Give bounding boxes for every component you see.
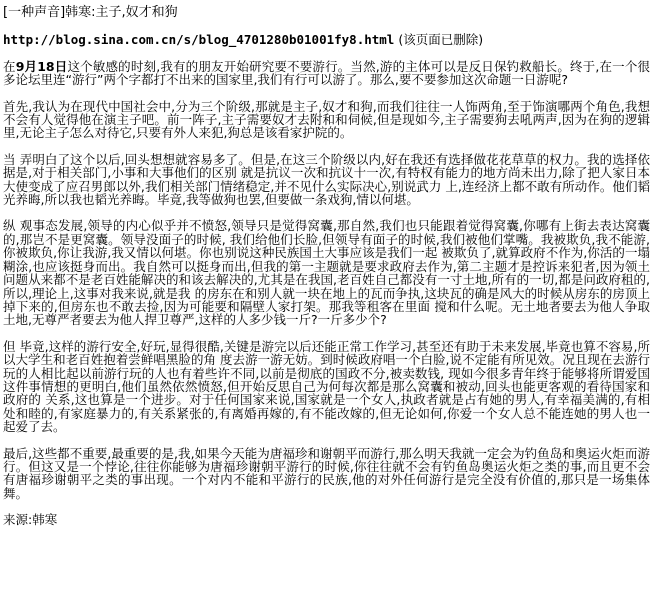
source-line: 来源:韩寒: [3, 512, 58, 528]
article-url-line: [3, 33, 650, 46]
body-paragraph-1: [3, 60, 650, 87]
body-paragraph-2: 首先,我认为在现代中国社会中,分为三个阶级,那就是主子,奴才和狗,而我们往往一人饰两角,至于饰演哪两个角色,我想不会有人觉得他在演主子吧。前一阵子,主子需要奴才去附和和伺候,但是现如今,主子需要狗去吼两声,因为在狗的逻辑里,无论主子怎么对待它,只要有外人来犯,狗总是该看家护院的。: [3, 98, 650, 141]
body-paragraph-3: 当 弄明白了这个以后,回头想想就容易多了。但是,在这三个阶级以内,好在我还有选择做花花草草的权力。我的选择依据是,对于相关部门,小事和大事他们的区别 就是抗议一次和抗议十一次,有特权有能力的地方尚未出力,除了把人家日本大使变成了应召男郎以外,我们相关部门情绪稳定,并不见什么实际决心,别说武力 上,连经济上都不敢有所动作。他们韬光养晦,所以我也韬光养晦。毕竟,我等做狗也罢,但要做一条戏狗,情以何堪。: [3, 151, 650, 208]
deleted-page-note: (该页面已删除): [398, 32, 484, 48]
body-paragraph-4: 纵 观事态发展,领导的内心似乎并不愤怒,领导只是觉得窝囊,那自然,我们也只能跟着觉得窝囊,你哪有上街去表达窝囊的,那岂不是更窝囊。领导没面子的时候, 我们给他们长脸,但领导有面子的时候,我们被他们掌嘴。我被欺负,我不能游,你被欺负,你让我游,我又情以何堪。你也别说这种民族国土大事应该是我们一起 被欺负了,就算政府不作为,你活的一塌糊涂,也应该挺身而出。我自然可以挺身而出,但我的第一主题就是要求政府去作为,第二主题才是控诉来犯者,因为领土 问题从来都不是老百姓能解决的和该去解决的,尤其是在我国,老百姓自己都没有一寸土地,所有的一切,都是问政府租的,所以,理论上,这事对我来说,就是我 的房东在和别人就一块在地上的瓦而争执,这块瓦的确是风大的时候从房东的房顶上掉下来的,但房东也不敢去捡,因为可能要和隔壁人家打架。那我等租客在里面 搅和什么呢。无土地者要去为他人争取土地,无尊严者要去为他人捍卫尊严,这样的人多少钱一斤?一斤多少个?: [3, 218, 650, 328]
article-url: http://blog.sina.com.cn/s/blog_4701280b01001fy8.html: [3, 32, 395, 48]
paragraph-1-rest: 这个敏感的时刻,我有的朋友开始研究要不要游行。当然,游的主体可以是反日保钓救船长。终于,在一个很多论坛里连“游行”两个字都打不出来的国家里,我们有行可以游了。那么,要不要参加这次命题一日游呢?: [3, 58, 650, 88]
paragraph-1-date: 9月18日: [15, 58, 68, 74]
body-paragraph-6: 最后,这些都不重要,最重要的是,我,如果今天能为唐福珍和谢朝平而游行,那么明天我就一定会为钓鱼岛和奥运火炬而游行。但这又是一个悖论,往往你能够为唐福珍谢朝平游行的时候,你往往就不会有钓鱼岛奥运火炬之类的事,而且更不会有唐福珍谢朝平之类的事出现。一个对内不能和平游行的民族,他的对外任何游行是完全没有价值的,那只是一场集体舞。: [3, 445, 650, 501]
paragraph-1-pre: 在: [3, 58, 16, 74]
body-paragraph-5: 但 毕竟,这样的游行安全,好玩,显得很酷,关键是游完以后还能正常工作学习,甚至还有助于未来发展,毕竟也算不容易,所以大学生和老百姓抱着尝鲜唱黑脸的角 度去游一游无妨。到时候政府唱一个白脸,说不定能有所见效。况且现在去游行玩的人相比起以前游行玩的人也有着些许不同,以前是彻底的国政不分,被卖数钱, 现如今很多青年终于能够将所谓爱国这件事情想的更明白,他们虽然依然愤怒,但开始反思自己为何每次都是那么窝囊和被动,回头也能更客观的看待国家和政府的 关系,这也算是一个进步。对于任何国家来说,国家就是一个女人,执政者就是占有她的男人,有幸福美满的,有相处和睦的,有家庭暴力的,有关系紧张的,有离婚再嫁的,有不能改嫁的,但无论如何,你爱一个女人总不能连她的男人也一起爱了去。: [3, 338, 650, 435]
page-title: [一种声音]韩寒:主子,奴才和狗: [3, 5, 178, 20]
